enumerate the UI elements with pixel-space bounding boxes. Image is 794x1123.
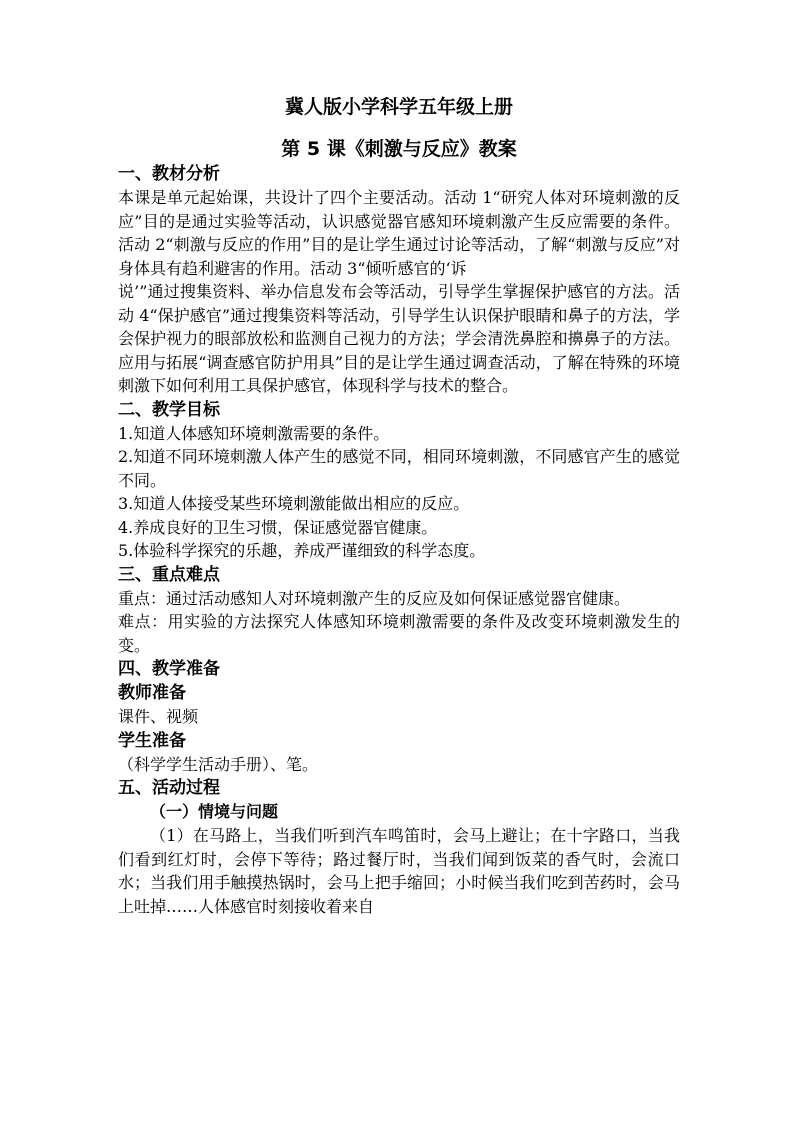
section-heading-teaching-goals: 二、教学目标: [118, 399, 220, 420]
situation-paragraph: （1）在马路上，当我们听到汽车鸣笛时，会马上避让；在十字路口，当我们看到红灯时，会停下等待；路过餐厅时，当我们闻到饭菜的香气时，会流口水；当我们用手触摸热锅时，会马上把手缩回；小时候当我们吃到苦药时，会马上吐掉……人体感官时刻接收着来自: [118, 826, 680, 916]
goal-item-1: 1.知道人体感知环境刺激需要的条件。: [118, 423, 390, 443]
lesson-title: 第 5 课《刺激与反应》教案: [281, 138, 517, 160]
section-heading-preparation: 四、教学准备: [118, 659, 220, 679]
material-analysis-paragraph-1: 本课是单元起始课，共设计了四个主要活动。活动 1“研究人体对环境刺激的反应”目的是通过实验等活动，认识感觉器官感知环境刺激产生反应需要的条件。活动 2“刺激与反应的作用”目的是让学生通过讨论等活动，了解“刺激与反应”对身体具有趋利避害的作用。活动 3“倾听感官的‘诉: [118, 188, 680, 278]
goal-item-3: 3.知道人体接受某些环境刺激能做出相应的反应。: [118, 494, 470, 513]
goal-item-2: 2.知道不同环境刺激人体产生的感觉不同，相同环境刺激，不同感官产生的感觉不同。: [118, 447, 680, 490]
teacher-preparation-heading: 教师准备: [118, 683, 186, 703]
goal-item-4: 4.养成良好的卫生习惯，保证感觉器官健康。: [118, 517, 438, 537]
subsection-heading-situation: （一）情境与问题: [150, 802, 279, 821]
student-preparation-text: （科学学生活动手册）、笔。: [118, 754, 319, 774]
section-heading-key-points: 三、重点难点: [118, 564, 220, 585]
difficult-point-text: 难点：用实验的方法探究人体感知环境刺激需要的条件及改变环境刺激发生的变。: [118, 612, 680, 655]
teacher-preparation-text: 课件、视频: [118, 707, 199, 726]
material-analysis-paragraph-2: 说’”通过搜集资料、举办信息发布会等活动，引导学生掌握保护感官的方法。活动 4“保护感官”通过搜集资料等活动，引导学生认识保护眼睛和鼻子的方法，学会保护视力的眼部放松和监测自己视力的方法；学会清洗鼻腔和擤鼻子的方法。应用与拓展“调查感官防护用具”目的是让学生通过调查活动，了解在特殊的环境刺激下如何利用工具保护感官，体现科学与技术的整合。: [118, 282, 680, 395]
document-title: 冀人版小学科学五年级上册: [284, 96, 513, 118]
student-preparation-heading: 学生准备: [118, 730, 186, 751]
section-heading-activity-process: 五、活动过程: [118, 778, 220, 798]
key-point-text: 重点：通过活动感知人对环境刺激产生的反应及如何保证感觉器官健康。: [118, 588, 631, 608]
section-heading-material-analysis: 一、教材分析: [118, 164, 220, 184]
document-page: [118, 90, 680, 918]
goal-item-5: 5.体验科学探究的乐趣，养成严谨细致的科学态度。: [118, 541, 486, 560]
